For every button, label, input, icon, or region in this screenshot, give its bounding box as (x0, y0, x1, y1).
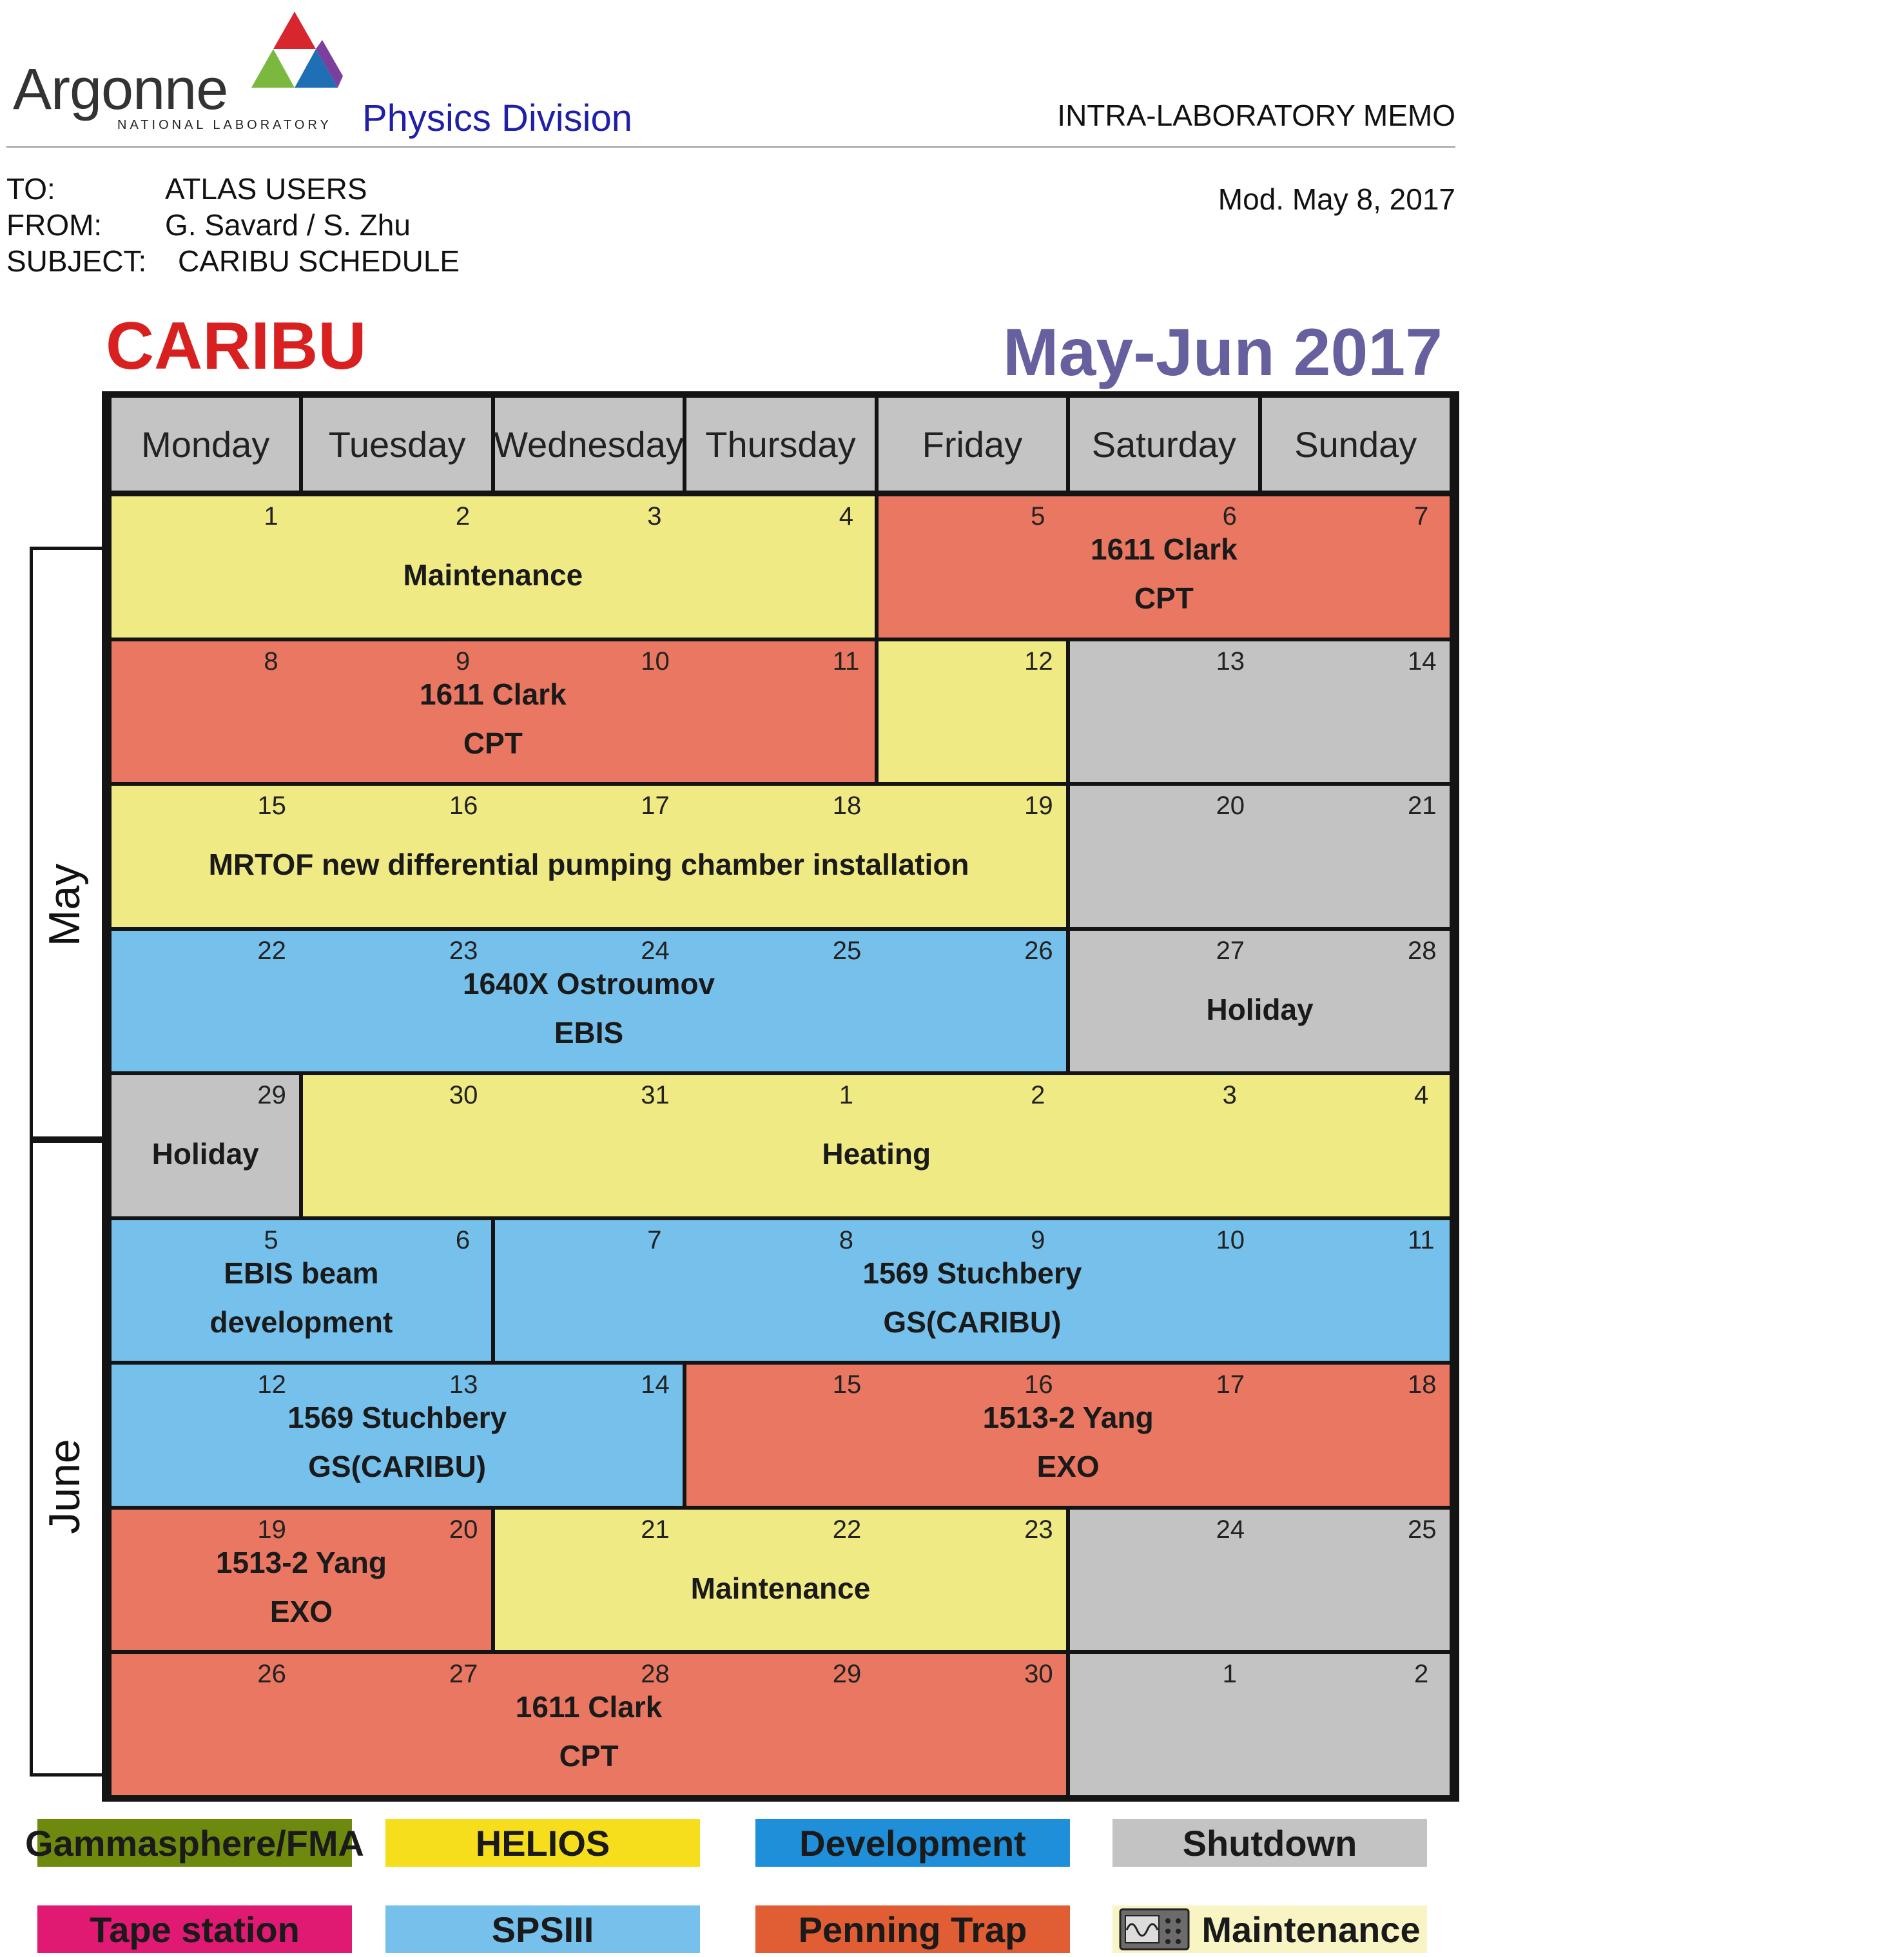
month-label-june: June (40, 1439, 89, 1534)
day-number: 25 (1408, 1515, 1437, 1544)
day-number: 17 (641, 792, 670, 820)
to-label: TO: (6, 172, 55, 206)
day-number: 3 (1222, 1081, 1237, 1109)
block-label: GS(CARIBU) (308, 1450, 487, 1483)
day-number: 6 (455, 1225, 471, 1254)
legend-label: Penning Trap (798, 1909, 1027, 1950)
legend-label: HELIOS (475, 1822, 610, 1864)
schedule-block (110, 1652, 1068, 1797)
day-number: 2 (1031, 1081, 1045, 1109)
block-label: 1611 Clark (420, 677, 567, 711)
day-number: 29 (832, 1660, 862, 1688)
argonne-logo: Argonne (13, 57, 228, 122)
to-value: ATLAS USERS (165, 172, 367, 206)
block-label: 1513-2 Yang (215, 1545, 387, 1579)
block-label: Maintenance (690, 1571, 871, 1605)
legend-item-spsiii (385, 1905, 700, 1953)
schedule-block (877, 494, 1452, 639)
from-value: G. Savard / S. Zhu (165, 208, 411, 242)
block-label: development (209, 1305, 393, 1339)
subject-value: CARIBU SCHEDULE (178, 244, 460, 278)
legend-item-tape-station (37, 1905, 352, 1953)
day-number: 27 (449, 1660, 478, 1688)
block-label: Holiday (1206, 992, 1314, 1026)
legend-label: Development (799, 1822, 1026, 1864)
legend-item-gammasphere-fma (25, 1819, 364, 1867)
subject-label: SUBJECT: (6, 244, 147, 278)
day-number: 27 (1216, 936, 1245, 965)
block-label: MRTOF new differential pumping chamber installation (208, 848, 969, 882)
block-label: GS(CARIBU) (883, 1305, 1062, 1339)
legend-item-development (755, 1819, 1070, 1867)
block-label: 1640X Ostroumov (462, 966, 715, 1000)
argonne-logo-triangle-icon (246, 12, 343, 95)
weekday-header-tuesday: Tuesday (303, 398, 491, 491)
day-number: 9 (455, 647, 471, 676)
block-label: Holiday (151, 1137, 259, 1171)
calendar-grid (102, 391, 1459, 1802)
day-number: 9 (1031, 1225, 1045, 1254)
block-label: 1611 Clark (1091, 532, 1238, 566)
day-number: 23 (449, 936, 478, 965)
schedule-block (1068, 784, 1452, 929)
day-number: 28 (641, 1660, 670, 1688)
day-number: 10 (641, 647, 670, 676)
modified-date: Mod. May 8, 2017 (1218, 182, 1455, 216)
block-label: Heating (822, 1137, 931, 1171)
day-number: 18 (1408, 1370, 1437, 1399)
legend-label: Gammasphere/FMA (25, 1822, 364, 1864)
day-number: 26 (1024, 936, 1053, 965)
day-number: 22 (257, 936, 286, 965)
day-number: 1 (1222, 1660, 1237, 1688)
day-number: 1 (264, 502, 278, 531)
day-number: 24 (1216, 1515, 1245, 1544)
schedule-block (493, 1218, 1452, 1363)
day-number: 11 (832, 647, 860, 676)
schedule-block (1068, 1508, 1452, 1653)
day-number: 21 (1408, 792, 1437, 820)
day-number: 6 (1222, 502, 1237, 531)
day-number: 7 (1414, 502, 1429, 531)
weekday-header-thursday: Thursday (686, 398, 874, 491)
legend-label: Tape station (90, 1909, 300, 1950)
block-label: EBIS (554, 1015, 624, 1049)
block-label: EXO (269, 1594, 333, 1628)
oscilloscope-icon (1119, 1907, 1190, 1952)
weekday-header-friday: Friday (879, 398, 1066, 491)
memo-type: INTRA-LABORATORY MEMO (1057, 99, 1455, 132)
legend-label: SPSIII (491, 1909, 594, 1950)
day-number: 20 (1216, 792, 1245, 820)
day-number: 23 (1024, 1515, 1053, 1544)
day-number: 19 (1024, 792, 1053, 820)
legend-item-maintenance (1112, 1905, 1427, 1953)
day-number: 2 (1414, 1660, 1429, 1688)
legend-label: Maintenance (1201, 1909, 1421, 1950)
day-number: 25 (832, 936, 862, 965)
day-number: 8 (264, 647, 278, 676)
schedule-block (110, 639, 877, 784)
block-label: CPT (463, 726, 523, 760)
day-number: 4 (839, 502, 853, 531)
day-number: 2 (455, 502, 471, 531)
header-divider (6, 146, 1455, 148)
day-number: 1 (839, 1081, 853, 1109)
day-number: 21 (641, 1515, 670, 1544)
argonne-logo-subtitle: NATIONAL LABORATORY (117, 118, 332, 132)
schedule-period: May-Jun 2017 (1002, 315, 1443, 390)
day-number: 5 (264, 1225, 278, 1254)
day-number: 15 (832, 1370, 862, 1399)
schedule-block (110, 1508, 493, 1653)
schedule-block (1068, 639, 1452, 784)
schedule-block (110, 929, 1068, 1074)
day-number: 20 (449, 1515, 478, 1544)
from-label: FROM: (6, 208, 102, 242)
weekday-header-wednesday: Wednesday (495, 398, 683, 491)
day-number: 3 (647, 502, 662, 531)
day-number: 10 (1216, 1225, 1245, 1254)
schedule-title: CARIBU (106, 309, 367, 384)
legend-item-shutdown (1112, 1819, 1427, 1867)
day-number: 12 (1024, 647, 1053, 676)
month-bracket-may (30, 547, 102, 1140)
month-label-may: May (40, 863, 89, 947)
day-number: 13 (1216, 647, 1245, 676)
weekday-header-monday: Monday (112, 398, 299, 491)
day-number: 30 (1024, 1660, 1053, 1688)
day-number: 24 (641, 936, 670, 965)
block-label: EXO (1036, 1450, 1100, 1483)
day-number: 28 (1408, 936, 1437, 965)
day-number: 16 (1024, 1370, 1053, 1399)
block-label: 1513-2 Yang (982, 1401, 1154, 1434)
day-number: 19 (257, 1515, 286, 1544)
day-number: 26 (257, 1660, 286, 1688)
day-number: 18 (832, 792, 862, 820)
day-number: 16 (449, 792, 478, 820)
day-number: 13 (449, 1370, 478, 1399)
day-number: 22 (832, 1515, 862, 1544)
day-number: 30 (449, 1081, 478, 1109)
day-number: 17 (1216, 1370, 1245, 1399)
schedule-block (110, 1218, 493, 1363)
block-label: Maintenance (403, 558, 583, 592)
block-label: CPT (1134, 581, 1194, 615)
day-number: 12 (257, 1370, 286, 1399)
block-label: 1569 Stuchbery (862, 1256, 1082, 1290)
day-number: 14 (1408, 647, 1437, 676)
legend-item-penning-trap (755, 1905, 1070, 1953)
day-number: 5 (1031, 502, 1045, 531)
weekday-header-saturday: Saturday (1070, 398, 1258, 491)
day-number: 8 (839, 1225, 853, 1254)
block-label: 1611 Clark (515, 1690, 663, 1724)
day-number: 29 (257, 1081, 286, 1109)
block-label: CPT (559, 1739, 619, 1773)
day-number: 4 (1414, 1081, 1429, 1109)
schedule-block (1068, 1652, 1452, 1797)
schedule-block (685, 1363, 1452, 1508)
division-name: Physics Division (362, 97, 632, 139)
day-number: 15 (257, 792, 286, 820)
day-number: 14 (641, 1370, 670, 1399)
block-label: EBIS beam (224, 1256, 379, 1290)
legend-label: Shutdown (1182, 1822, 1357, 1864)
legend-item-helios (385, 1819, 700, 1867)
day-number: 31 (641, 1081, 670, 1109)
weekday-header-sunday: Sunday (1262, 398, 1450, 491)
schedule-block (110, 1363, 685, 1508)
day-number: 11 (1408, 1225, 1435, 1254)
day-number: 7 (647, 1225, 662, 1254)
block-label: 1569 Stuchbery (287, 1401, 507, 1434)
